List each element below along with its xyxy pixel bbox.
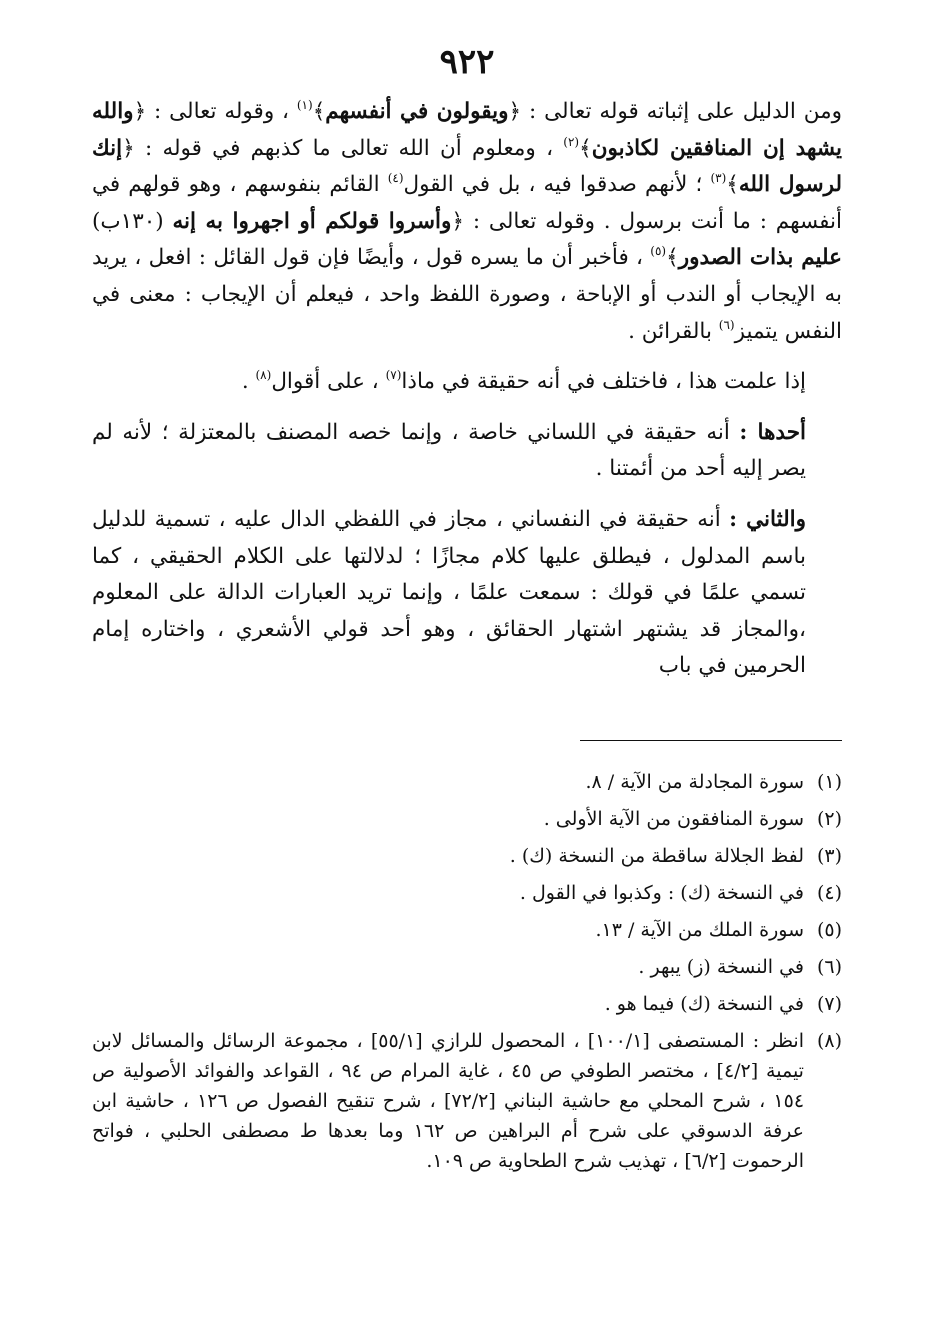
footnote-number: (٧) [816,993,842,1015]
footnote-number: (٨) [816,1030,842,1052]
quran-quote [173,209,464,234]
text-run: ، وقوله تعالى : [146,99,297,124]
footnote [92,841,842,871]
page-number: ٩٢٢ [439,42,495,82]
footnote-text: في النسخة (ز) يبهر . [638,956,804,978]
quran-text: والله يشهد إن المنافقين لكاذبون [92,99,842,161]
footnote-separator [580,740,842,741]
footnote-text: في النسخة (ك) فيما هو . [604,993,804,1015]
footnote [92,804,842,834]
footnote-number: (٦) [816,956,842,978]
footnote [92,1026,842,1176]
quran-text: ويقولون في أنفسهم [325,99,509,124]
footnote-ref: (٧) [385,368,402,383]
paragraph-lead: والثاني : [729,506,806,532]
footnote-number: (٤) [816,882,842,904]
quran-quote [313,99,521,124]
quran-open-bracket: ﴿ [508,99,522,124]
paragraph-lead: أحدها : [739,419,806,445]
footnotes [92,767,842,1183]
footnote-number: (٥) [816,919,842,941]
footnote-text: لفظ الجلالة ساقطة من النسخة (ك) . [509,845,804,867]
quran-close-bracket: ﴾ [726,172,739,198]
quran-open-bracket: ﴿ [133,99,147,124]
footnote-text: سورة الملك من الآية / ١٣. [595,919,804,941]
footnote [92,989,842,1019]
footnote-text: سورة المجادلة من الآية / ٨. [585,771,804,793]
footnote [92,915,842,945]
text-run: ، فأخبر أن ما يسره قول ، وأيضًا فإن قول القائل : افعل ، يريد به الإيجاب أو الندب أو الإباحة ، وصورة اللفظ واحد ، فيعلم أن الإيجاب : معنى في النفس يتميز [92,245,842,344]
footnote-ref: (٨) [255,368,272,383]
quran-close-bracket: ﴾ [579,135,592,161]
text-run: ، على أقوال [271,369,386,395]
text-run: ، ومعلوم أن الله تعالى ما كذبهم في قوله : [134,135,564,161]
quran-close-bracket: ﴾ [666,245,679,271]
manuscript-folio-ref: (١٣٠ب) [92,208,173,234]
paragraph-first-opinion [92,415,842,488]
footnote [92,878,842,908]
quran-text: إنك لرسول الله [92,135,842,198]
text-run: ؛ لأنهم صدقوا فيه ، بل في القول [403,172,711,198]
footnote [92,952,842,982]
footnote-ref: (٥) [650,244,667,259]
footnote-text: انظر : المستصفى [١٠٠/١] ، المحصول للرازي [٥٥/١] ، مجموعة الرسائل والمسائل لابن تيمية [٤/٢] ، مختصر الطوفي ص ٤٥ ، غاية المرام ص ٩٤ ، القواعد والفوائد الأصولية ص ١٥٤ ، شرح المحلي مع حاشية البناني [٧٢/٢] ، شرح تنقيح الفصول ص ١٢٦ ، حاشية ابن عرفة الدسوقي على شرح أم البراهين ص ١٦٢ وما بعدها ط مصطفى الحلبي ، فواتح الرحموت [٦/٢] ، تهذيب شرح الطحاوية ص ١٠٩. [92,1030,805,1172]
text-run: أنه حقيقة في اللساني خاصة ، وإنما خصه المصنف بالمعتزلة ؛ لأنه لم يصر إليه أحد من أئمتنا . [92,419,806,482]
text-run: إذا علمت هذا ، فاختلف في أنه حقيقة في ماذا [401,369,806,395]
footnote-ref: (٣) [710,171,727,186]
quran-open-bracket: ﴿ [122,135,135,161]
text-run: أنه حقيقة في النفساني ، مجاز في اللفظي الدال عليه ، تسمية للدليل باسم المدلول ، فيطلق عليها كلام مجازًا ؛ لدلالتها على الكلام الحقيقي ، كما تسمي علمًا في قولك : سمعت علمًا ، وإنما تريد العبارات الدالة على المعلوم ،والمجاز قد يشتهر اشتهار الحقائق ، وهو أحد قولي الأشعري ، واختاره إمام الحرمين في باب [92,506,806,679]
quran-quote [666,245,842,270]
paragraph-intro [92,364,842,401]
footnote-number: (١) [816,771,842,793]
footnote-number: (٢) [816,808,842,830]
paragraph-second-opinion [92,502,842,685]
quran-text: عليم بذات الصدور [678,245,842,271]
footnote-ref: (٢) [563,134,580,149]
text-run: ومن الدليل على إثباته قوله تعالى : [521,99,842,124]
footnote-ref: (٤) [387,171,404,186]
footnote-text: في النسخة (ك) : وكذبوا في القول . [519,882,804,904]
quran-text: وأسروا قولكم أو اجهروا به إنه [172,208,452,234]
paragraph-evidence [92,94,842,350]
footnote-number: (٣) [816,845,842,867]
footnote [92,767,842,797]
footnote-ref: (٦) [718,317,735,332]
footnote-ref: (١) [296,98,313,112]
text-run: . [241,369,256,395]
text-run: بالقرائن . [628,318,719,344]
main-text [92,94,842,685]
quran-close-bracket: ﴾ [312,99,326,124]
quran-open-bracket: ﴿ [451,208,465,234]
text-run: القائم بنفوسهم ، وهو قولهم في أنفسهم : ما أنت برسول . وقوله تعالى : [92,172,842,234]
footnote-text: سورة المنافقون من الآية الأولى . [543,808,804,830]
